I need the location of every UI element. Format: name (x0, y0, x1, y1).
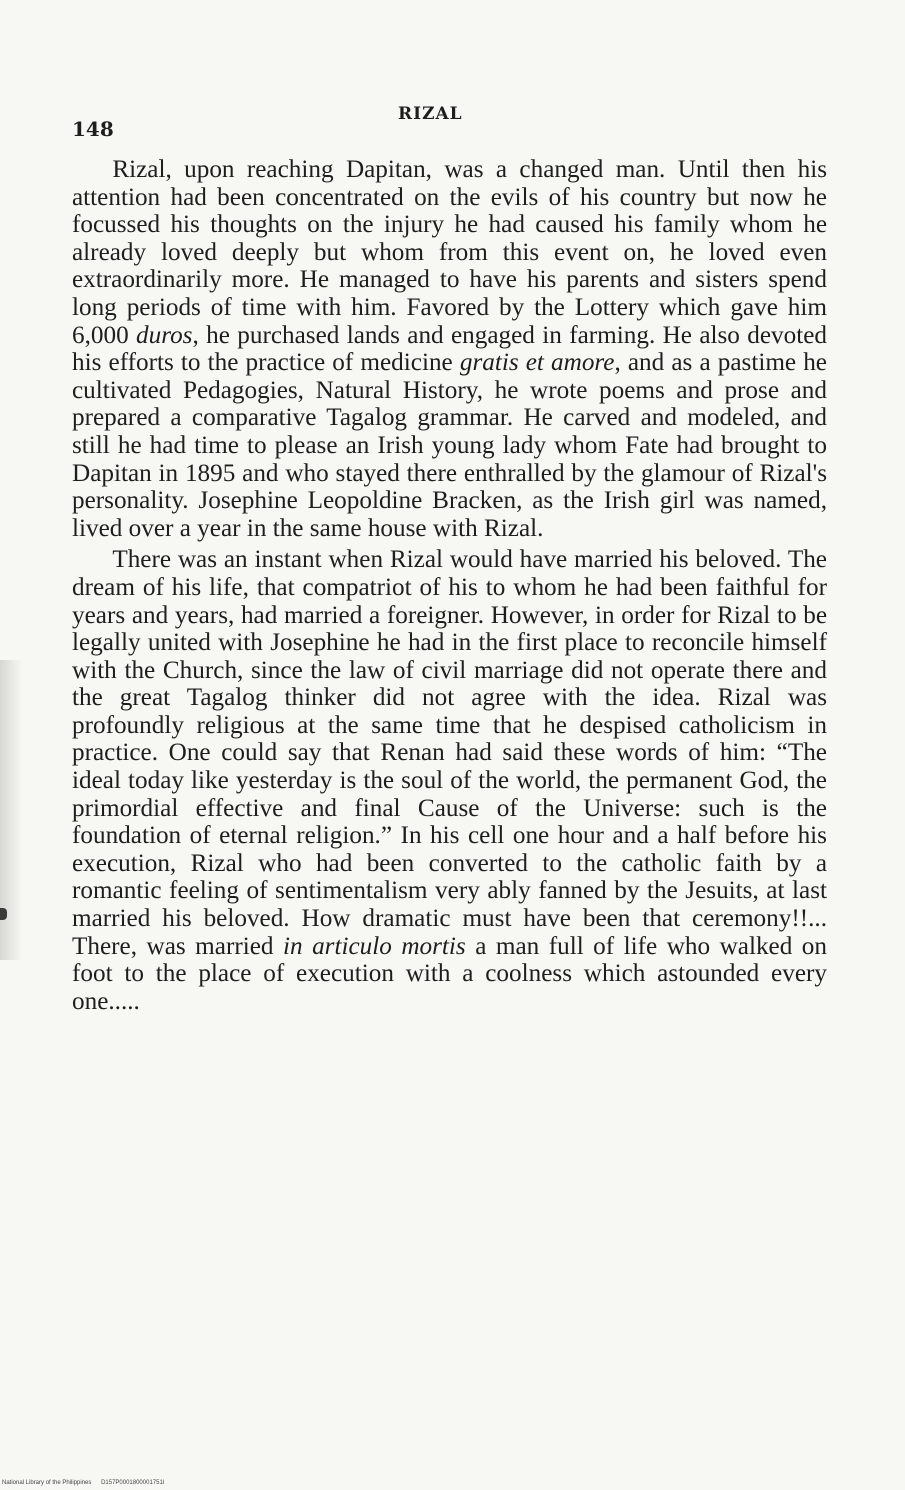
italic-run: duros (136, 321, 193, 349)
footer-record-id: D157P0001800001751I (101, 1480, 165, 1486)
text-run: a man full of life who walked on foot to the place of execution with a coolness which astounded every one..... (72, 932, 827, 1015)
body-text (72, 156, 827, 1015)
text-run: , he purchased lands and engaged in farming. He also devoted his efforts to the practice of medicine (72, 321, 827, 377)
italic-run: in articulo mortis (282, 932, 466, 960)
paragraph (72, 156, 827, 542)
scan-footer (2, 1480, 164, 1486)
text-run: , and as a pastime he cultivated Pedagogies, Natural History, he wrote poems and prose and prepared a comparative Tagalog grammar. He carved and modeled, and still he had time to please an Irish young lady whom Fate had brought to Dapitan in 1895 and who stayed there enthralled by the glamour of Rizal's personality. Josephine Leopoldine Bracken, as the Irish girl was named, lived over a year in the same house with Rizal. (72, 349, 827, 542)
running-head: RIZAL (398, 104, 463, 124)
page-number: 148 (72, 117, 114, 141)
text-run: There was an instant when Rizal would have married his beloved. The dream of his life, that compatriot of his to whom he had been faithful for years and years, had married a foreigner. However, in order for Rizal to be legally united with Josephine he had in the first place to reconcile himself with the Church, since the law of civil marriage did not operate there and the great Tagalog thinker did not agree with the idea. Rizal was profoundly religious at the same time that he despised catholicism in practice. One could say that Renan had said these words of him: “The ideal today like yesterday is the soul of the world, the permanent God, the primordial effective and final Cause of the Universe: such is the foundation of eternal religion.” In his cell one hour and a half before his execution, Rizal who had been converted to the catholic faith by a romantic feeling of sentimentalism very ably fanned by the Jesuits, at last married his beloved. How dramatic must have been that ceremony!!... There, was married (72, 546, 827, 960)
italic-run: gratis et amore (459, 349, 615, 377)
text-run: Rizal, upon reaching Dapitan, was a changed man. Until then his attention had been concentrated on the evils of his country but now he focussed his thoughts on the injury he had caused his family whom he already loved deeply but whom from this event on, he loved even extraordinarily more. He managed to have his parents and sisters spend long periods of time with him. Favored by the Lottery which gave him 6,000 (72, 156, 827, 349)
binding-mark (0, 908, 7, 920)
paragraph (72, 546, 827, 1015)
footer-library: National Library of the Philippines (2, 1480, 92, 1486)
